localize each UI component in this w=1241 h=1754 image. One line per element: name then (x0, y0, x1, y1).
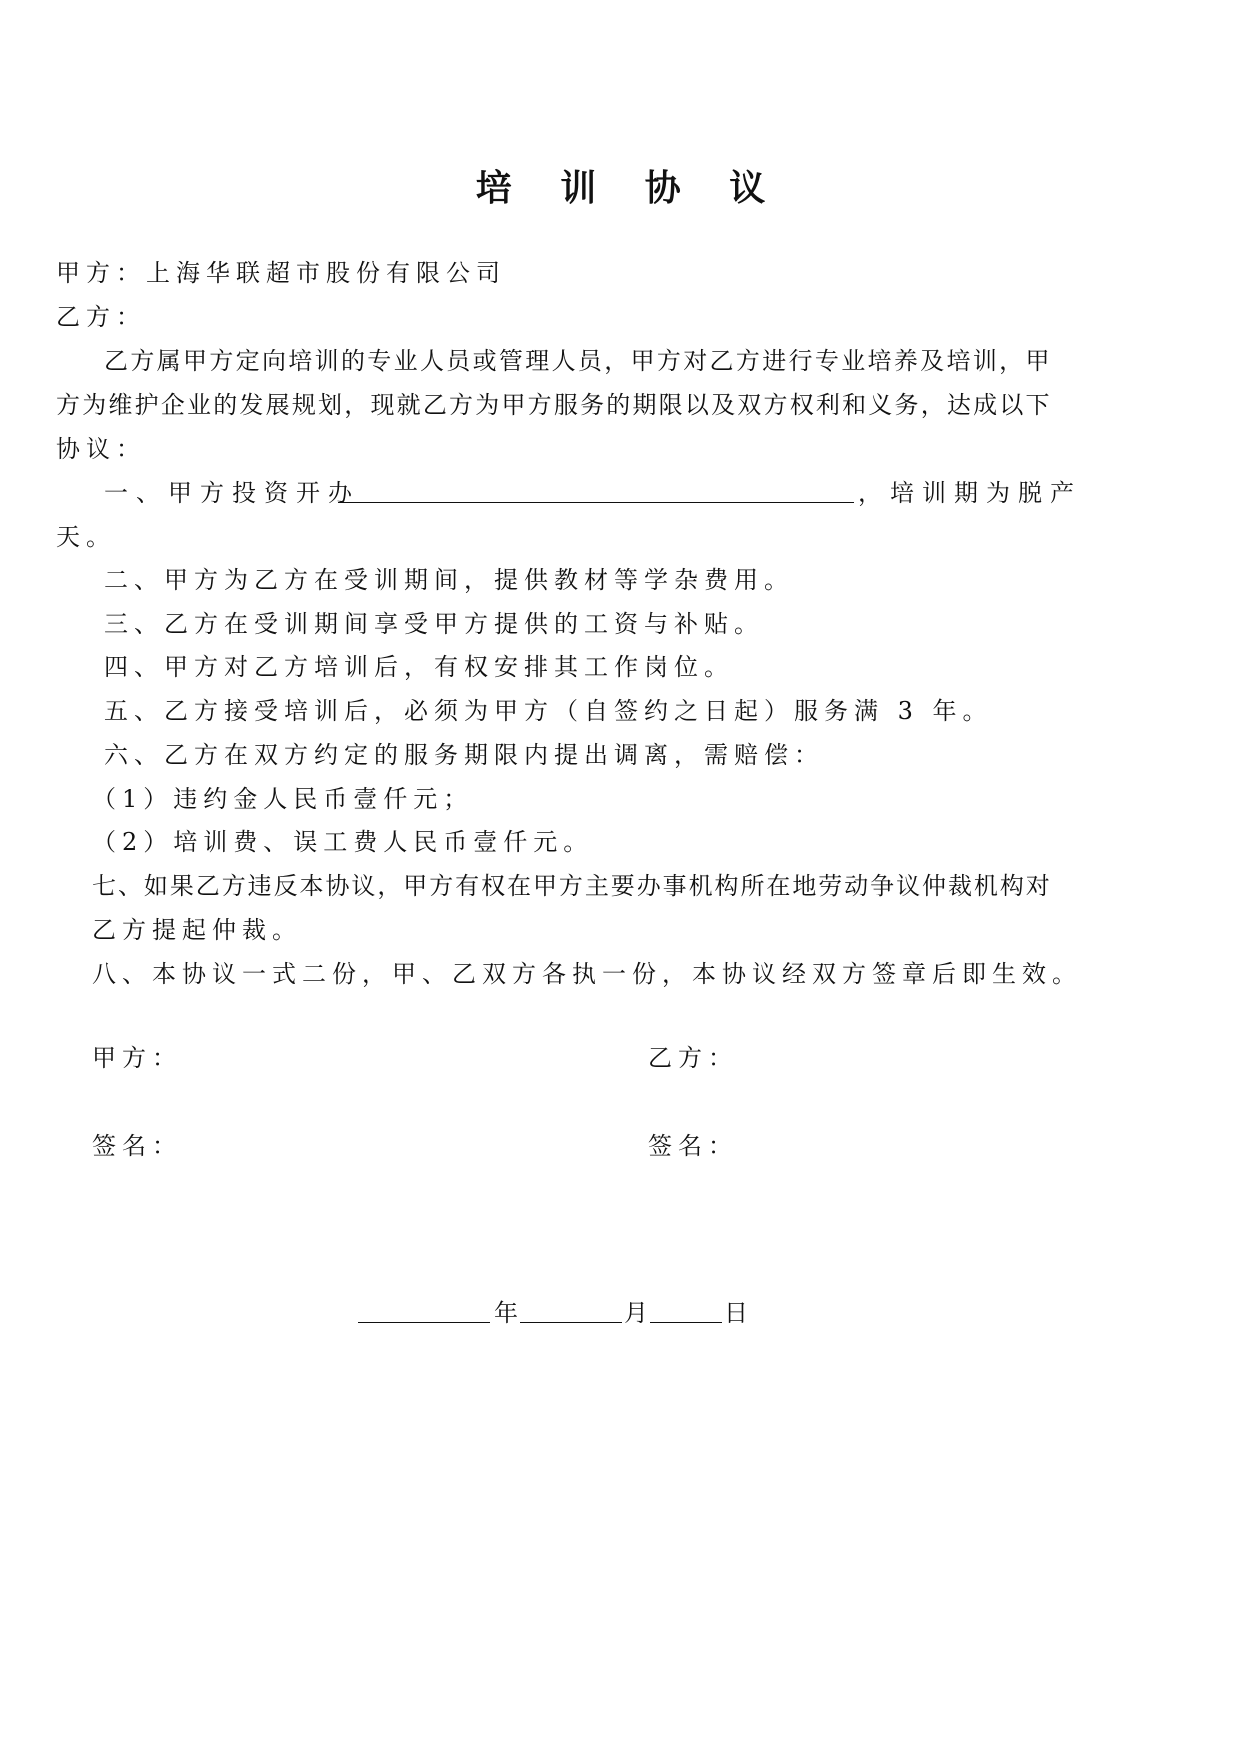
clause-6-item-2: （2）培训费、误工费人民币壹仟元。 (92, 828, 594, 856)
date-year-blank (358, 1302, 490, 1323)
clause-6: 六、乙方在双方约定的服务期限内提出调离，需赔偿： (104, 741, 824, 769)
clause-2: 二、甲方为乙方在受训期间，提供教材等学杂费用。 (104, 566, 794, 594)
sign-name-b: 签名： (648, 1132, 738, 1160)
clause-6-item-1: （1）违约金人民币壹仟元； (92, 785, 474, 813)
sign-party-b: 乙方： (648, 1044, 738, 1072)
sign-name-a: 签名： (92, 1132, 182, 1160)
intro-line-2: 方 为 维 护 企 业 的 发 展 规 划 ， 现 就 乙 方 为 甲 方 服 务 的 期 限 以 及 双 方 权 利 和 义 务 ， 达 成 以 下 (56, 391, 1050, 419)
document-title: 培 训 协 议 (475, 167, 784, 209)
clause-1-tail: 天。 (56, 523, 116, 551)
clause-3: 三、乙方在受训期间享受甲方提供的工资与补贴。 (104, 610, 764, 638)
sign-party-a: 甲方： (92, 1044, 182, 1072)
clause-4: 四、甲方对乙方培训后，有权安排其工作岗位。 (104, 653, 734, 681)
party-b-line: 乙方： (56, 303, 146, 331)
clause-7-line-2: 乙方提起仲裁。 (92, 916, 302, 944)
date-year-label: 年 (494, 1299, 518, 1327)
clause-1-prefix: 一、甲方投资开办 (104, 479, 360, 507)
clause-8: 八、本协议一式二份，甲、乙双方各执一份，本协议经双方签章后即生效。 (92, 960, 1082, 988)
clause-5: 五、乙方接受培训后，必须为甲方（自签约之日起）服务满 3 年。 (104, 697, 993, 725)
date-month-label: 月 (624, 1299, 648, 1327)
date-day-label: 日 (724, 1299, 748, 1327)
intro-line-1: 乙 方 属 甲 方 定 向 培 训 的 专 业 人 员 或 管 理 人 员 ， 甲 方 对 乙 方 进 行 专 业 培 养 及 培 训 ， 甲 (104, 347, 1050, 375)
date-month-blank (520, 1302, 622, 1323)
date-day-blank (650, 1302, 722, 1323)
clause-1-suffix: ，培训期为脱产 (858, 479, 1082, 507)
clause-1-blank (338, 482, 854, 503)
party-a-line: 甲方：上海华联超市股份有限公司 (56, 259, 506, 287)
intro-line-3: 协议： (56, 435, 146, 463)
clause-7-line-1: 七 、 如 果 乙 方 违 反 本 协 议 ， 甲 方 有 权 在 甲 方 主 要 办 事 机 构 所 在 地 劳 动 争 议 仲 裁 机 构 对 (92, 872, 1050, 900)
